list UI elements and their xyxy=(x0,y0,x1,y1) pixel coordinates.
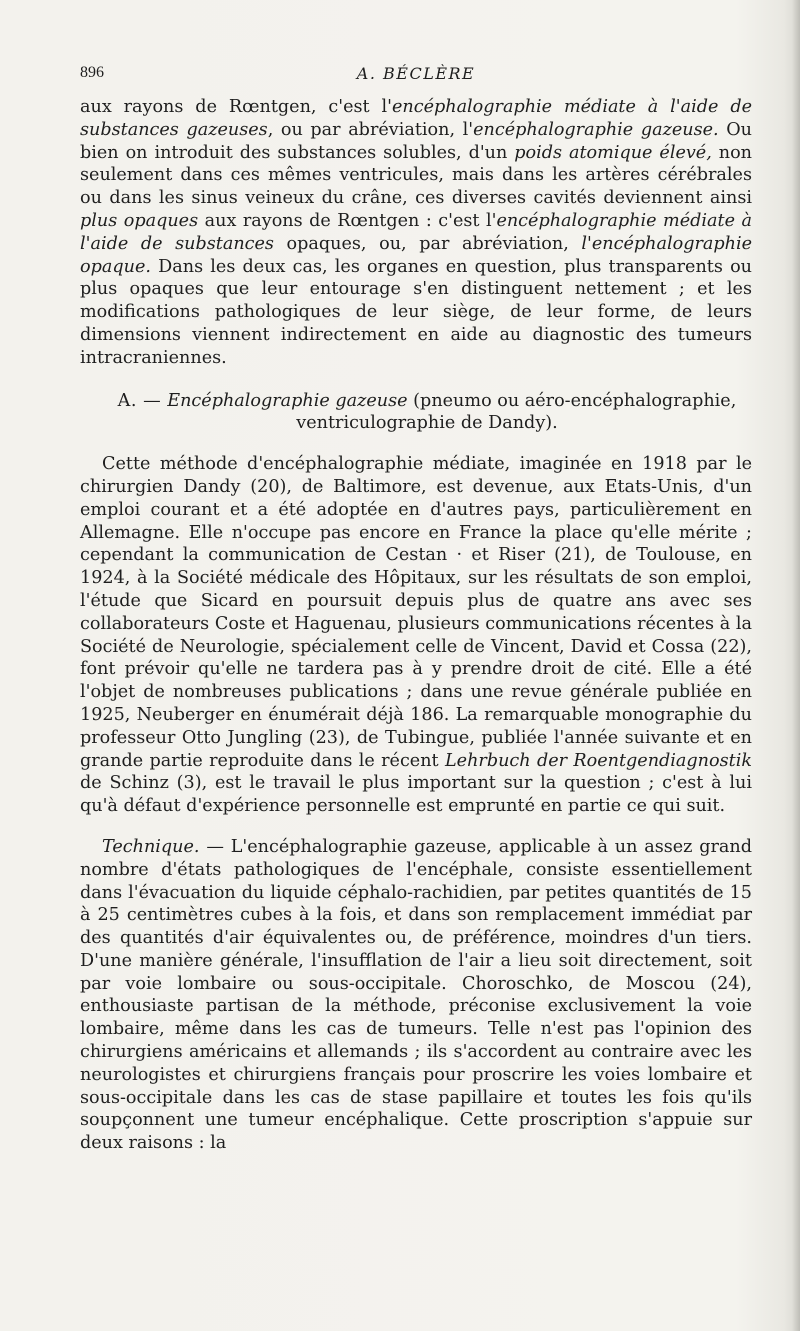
paragraph-continuation: aux rayons de Rœntgen, c'est l'encéphalographie médiate à l'aide de substances gazeuses, ou par abréviation, l'encéphalographie gazeuse. Ou bien on introduit des substances solubles, d'un poids atomique élevé, non seulement dans ces mêmes ventricules, mais dans les artères cérébrales ou dans les sinus veineux du crâne, ces diverses cavités deviennent ainsi plus opaques aux rayons de Rœntgen : c'est l'encéphalographie médiate à l'aide de substances opaques, ou, par abréviation, l'encéphalographie opaque. Dans les deux cas, les organes en question, plus transparents ou plus opaques que leur entourage s'en distinguent nettement ; et les modifications pathologiques de leur siège, de leur forme, de leurs dimensions viennent indirectement en aide au diagnostic des tumeurs intracraniennes. xyxy=(80,97,753,368)
section-heading-a: A. — Encéphalographie gazeuse (pneumo ou aéro-encéphalographie, ventriculographie de Dandy). xyxy=(117,390,737,434)
page-header xyxy=(80,64,752,90)
paragraph-technique: Technique. — L'encéphalographie gazeuse, applicable à un assez grand nombre d'états pathologiques de l'encéphale, consiste essentiellement dans l'évacuation du liquide céphalo-rachidien, par petites quantités de 15 à 25 centimètres cubes à la fois, et dans son remplacement immédiat par des quantités d'air équivalentes ou, de préférence, moindres d'un tiers. D'une manière générale, l'insufflation de l'air a lieu soit directement, soit par voie lombaire ou sous-occipitale. Choroschko, de Moscou (24), enthousiaste partisan de la méthode, préconise exclusivement la voie lombaire, même dans les cas de tumeurs. Telle n'est pas l'opinion des chirurgiens américains et allemands ; ils s'accordent au contraire avec les neurologistes et chirurgiens français pour proscrire les voies lombaire et sous-occipitale dans les cas de stase papillaire et toutes les fois qu'ils soupçonnent une tumeur encéphalique. Cette proscription s'appuie sur deux raisons : la xyxy=(80,836,752,1154)
page-number: 896 xyxy=(80,64,104,81)
paragraph-methode: Cette méthode d'encéphalographie médiate, imaginée en 1918 par le chirurgien Dandy (20), de Baltimore, est devenue, aux Etats-Unis, d'un emploi courant et a été adoptée en d'autres pays, particulièrement en Allemagne. Elle n'occupe pas encore en France la place qu'elle mérite ; cependant la communication de Cestan · et Riser (21), de Toulouse, en 1924, à la Société médicale des Hôpitaux, sur les résultats de son emploi, l'étude que Sicard en poursuit depuis plus de quatre ans avec ses collaborateurs Coste et Haguenau, plusieurs communications récentes à la Société de Neurologie, spécialement celle de Vincent, David et Cossa (22), font prévoir qu'elle ne tardera pas à y prendre droit de cité. Elle a été l'objet de nombreuses publications ; dans une revue générale publiée en 1925, Neuberger en énumérait déjà 186. La remarquable monographie du professeur Otto Jungling (23), de Tubingue, publiée l'année suivante et en grande partie reproduite dans le récent Lehrbuch der Roentgendiagnostik de Schinz (3), est le travail le plus important sur la question ; c'est à lui qu'à défaut d'expérience personnelle est emprunté en partie ce qui suit. xyxy=(80,454,752,817)
running-head: A. BÉCLÈRE xyxy=(356,64,476,83)
page-edge-shadow xyxy=(792,0,800,1331)
page-body xyxy=(80,96,752,1155)
